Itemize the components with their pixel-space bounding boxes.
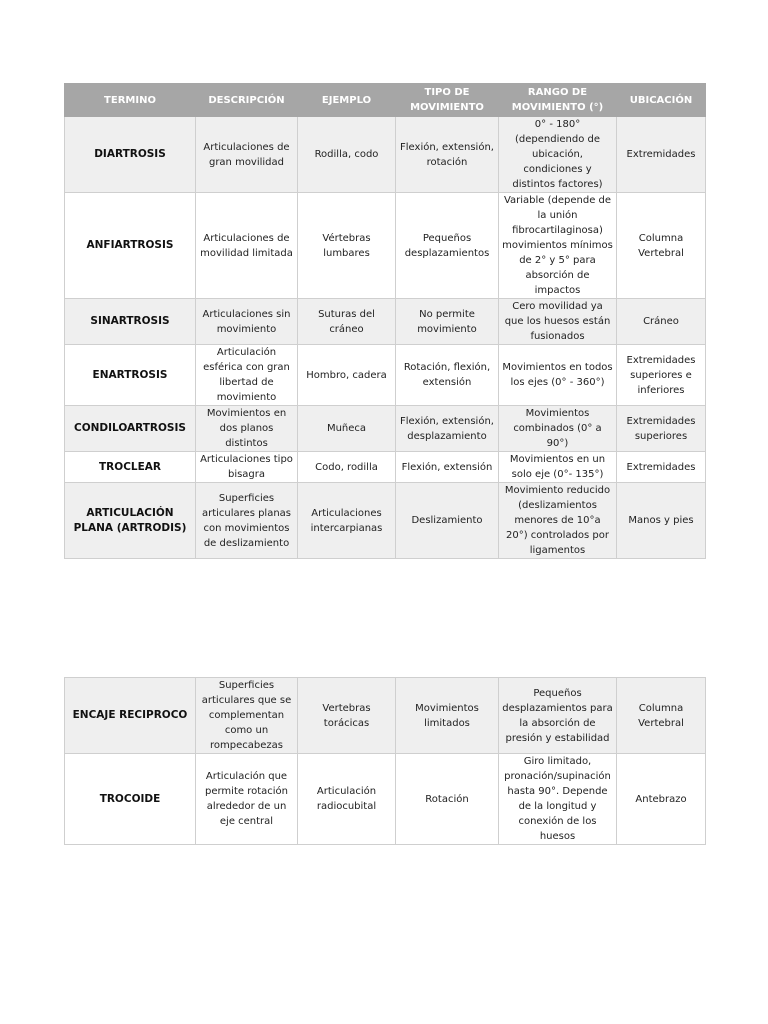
cell-rango: Pequeños desplazamientos para la absorción de presión y estabilidad xyxy=(499,678,617,754)
cell-termino: TROCOIDE xyxy=(65,754,196,845)
cell-ubicacion: Cráneo xyxy=(617,299,706,345)
cell-rango: 0° - 180° (dependiendo de ubicación, condiciones y distintos factores) xyxy=(499,117,617,193)
cell-descripcion: Articulaciones de gran movilidad xyxy=(196,117,298,193)
cell-descripcion: Superficies articulares planas con movimientos de deslizamiento xyxy=(196,483,298,559)
table-row xyxy=(65,483,706,559)
cell-termino: CONDILOARTROSIS xyxy=(65,406,196,452)
table-row xyxy=(65,193,706,299)
cell-tipo: Flexión, extensión xyxy=(396,452,499,483)
table-row xyxy=(65,406,706,452)
cell-tipo: Flexión, extensión, rotación xyxy=(396,117,499,193)
cell-ejemplo: Suturas del cráneo xyxy=(298,299,396,345)
cell-tipo: Movimientos limitados xyxy=(396,678,499,754)
table-row xyxy=(65,678,706,754)
cell-ejemplo: Articulaciones intercarpianas xyxy=(298,483,396,559)
joints-table xyxy=(64,83,706,559)
cell-tipo: Flexión, extensión, desplazamiento xyxy=(396,406,499,452)
cell-ubicacion: Extremidades superiores xyxy=(617,406,706,452)
cell-ejemplo: Articulación radiocubital xyxy=(298,754,396,845)
cell-ubicacion: Manos y pies xyxy=(617,483,706,559)
table-row xyxy=(65,117,706,193)
cell-ejemplo: Vertebras torácicas xyxy=(298,678,396,754)
cell-descripcion: Articulación que permite rotación alrededor de un eje central xyxy=(196,754,298,845)
header-row xyxy=(65,84,706,117)
cell-ejemplo: Codo, rodilla xyxy=(298,452,396,483)
cell-ejemplo: Hombro, cadera xyxy=(298,345,396,406)
cell-descripcion: Movimientos en dos planos distintos xyxy=(196,406,298,452)
cell-ubicacion: Extremidades xyxy=(617,452,706,483)
cell-rango: Movimientos en todos los ejes (0° - 360°) xyxy=(499,345,617,406)
header-descripcion: DESCRIPCIÓN xyxy=(196,84,298,117)
table-row xyxy=(65,299,706,345)
table-row xyxy=(65,754,706,845)
cell-descripcion: Superficies articulares que se complementan como un rompecabezas xyxy=(196,678,298,754)
table-row xyxy=(65,452,706,483)
cell-rango: Variable (depende de la unión fibrocartilaginosa) movimientos mínimos de 2° y 5° para absorción de impactos xyxy=(499,193,617,299)
header-rango-movimiento: RANGO DE MOVIMIENTO (°) xyxy=(499,84,617,117)
cell-tipo: No permite movimiento xyxy=(396,299,499,345)
cell-rango: Movimiento reducido (deslizamientos menores de 10°a 20°) controlados por ligamentos xyxy=(499,483,617,559)
cell-termino: ANFIARTROSIS xyxy=(65,193,196,299)
cell-ubicacion: Columna Vertebral xyxy=(617,678,706,754)
cell-termino: ARTICULACIÓN PLANA (ARTRODIS) xyxy=(65,483,196,559)
header-tipo-movimiento: TIPO DE MOVIMIENTO xyxy=(396,84,499,117)
cell-termino: DIARTROSIS xyxy=(65,117,196,193)
header-termino: TERMINO xyxy=(65,84,196,117)
cell-descripcion: Articulación esférica con gran libertad de movimiento xyxy=(196,345,298,406)
cell-ubicacion: Antebrazo xyxy=(617,754,706,845)
cell-tipo: Pequeños desplazamientos xyxy=(396,193,499,299)
cell-termino: ENARTROSIS xyxy=(65,345,196,406)
cell-rango: Movimientos en un solo eje (0°- 135°) xyxy=(499,452,617,483)
cell-termino: SINARTROSIS xyxy=(65,299,196,345)
cell-ubicacion: Extremidades superiores e inferiores xyxy=(617,345,706,406)
cell-ubicacion: Extremidades xyxy=(617,117,706,193)
cell-descripcion: Articulaciones sin movimiento xyxy=(196,299,298,345)
cell-tipo: Deslizamiento xyxy=(396,483,499,559)
cell-ejemplo: Rodilla, codo xyxy=(298,117,396,193)
header-ubicacion: UBICACIÓN xyxy=(617,84,706,117)
cell-rango: Giro limitado, pronación/supinación hasta 90°. Depende de la longitud y conexión de los huesos xyxy=(499,754,617,845)
header-ejemplo: EJEMPLO xyxy=(298,84,396,117)
cell-tipo: Rotación, flexión, extensión xyxy=(396,345,499,406)
joints-table-continued xyxy=(64,677,706,845)
cell-rango: Cero movilidad ya que los huesos están fusionados xyxy=(499,299,617,345)
cell-rango: Movimientos combinados (0° a 90°) xyxy=(499,406,617,452)
table-row xyxy=(65,345,706,406)
cell-descripcion: Articulaciones de movilidad limitada xyxy=(196,193,298,299)
cell-ejemplo: Muñeca xyxy=(298,406,396,452)
cell-tipo: Rotación xyxy=(396,754,499,845)
cell-ejemplo: Vértebras lumbares xyxy=(298,193,396,299)
cell-descripcion: Articulaciones tipo bisagra xyxy=(196,452,298,483)
cell-ubicacion: Columna Vertebral xyxy=(617,193,706,299)
cell-termino: TROCLEAR xyxy=(65,452,196,483)
cell-termino: ENCAJE RECIPROCO xyxy=(65,678,196,754)
